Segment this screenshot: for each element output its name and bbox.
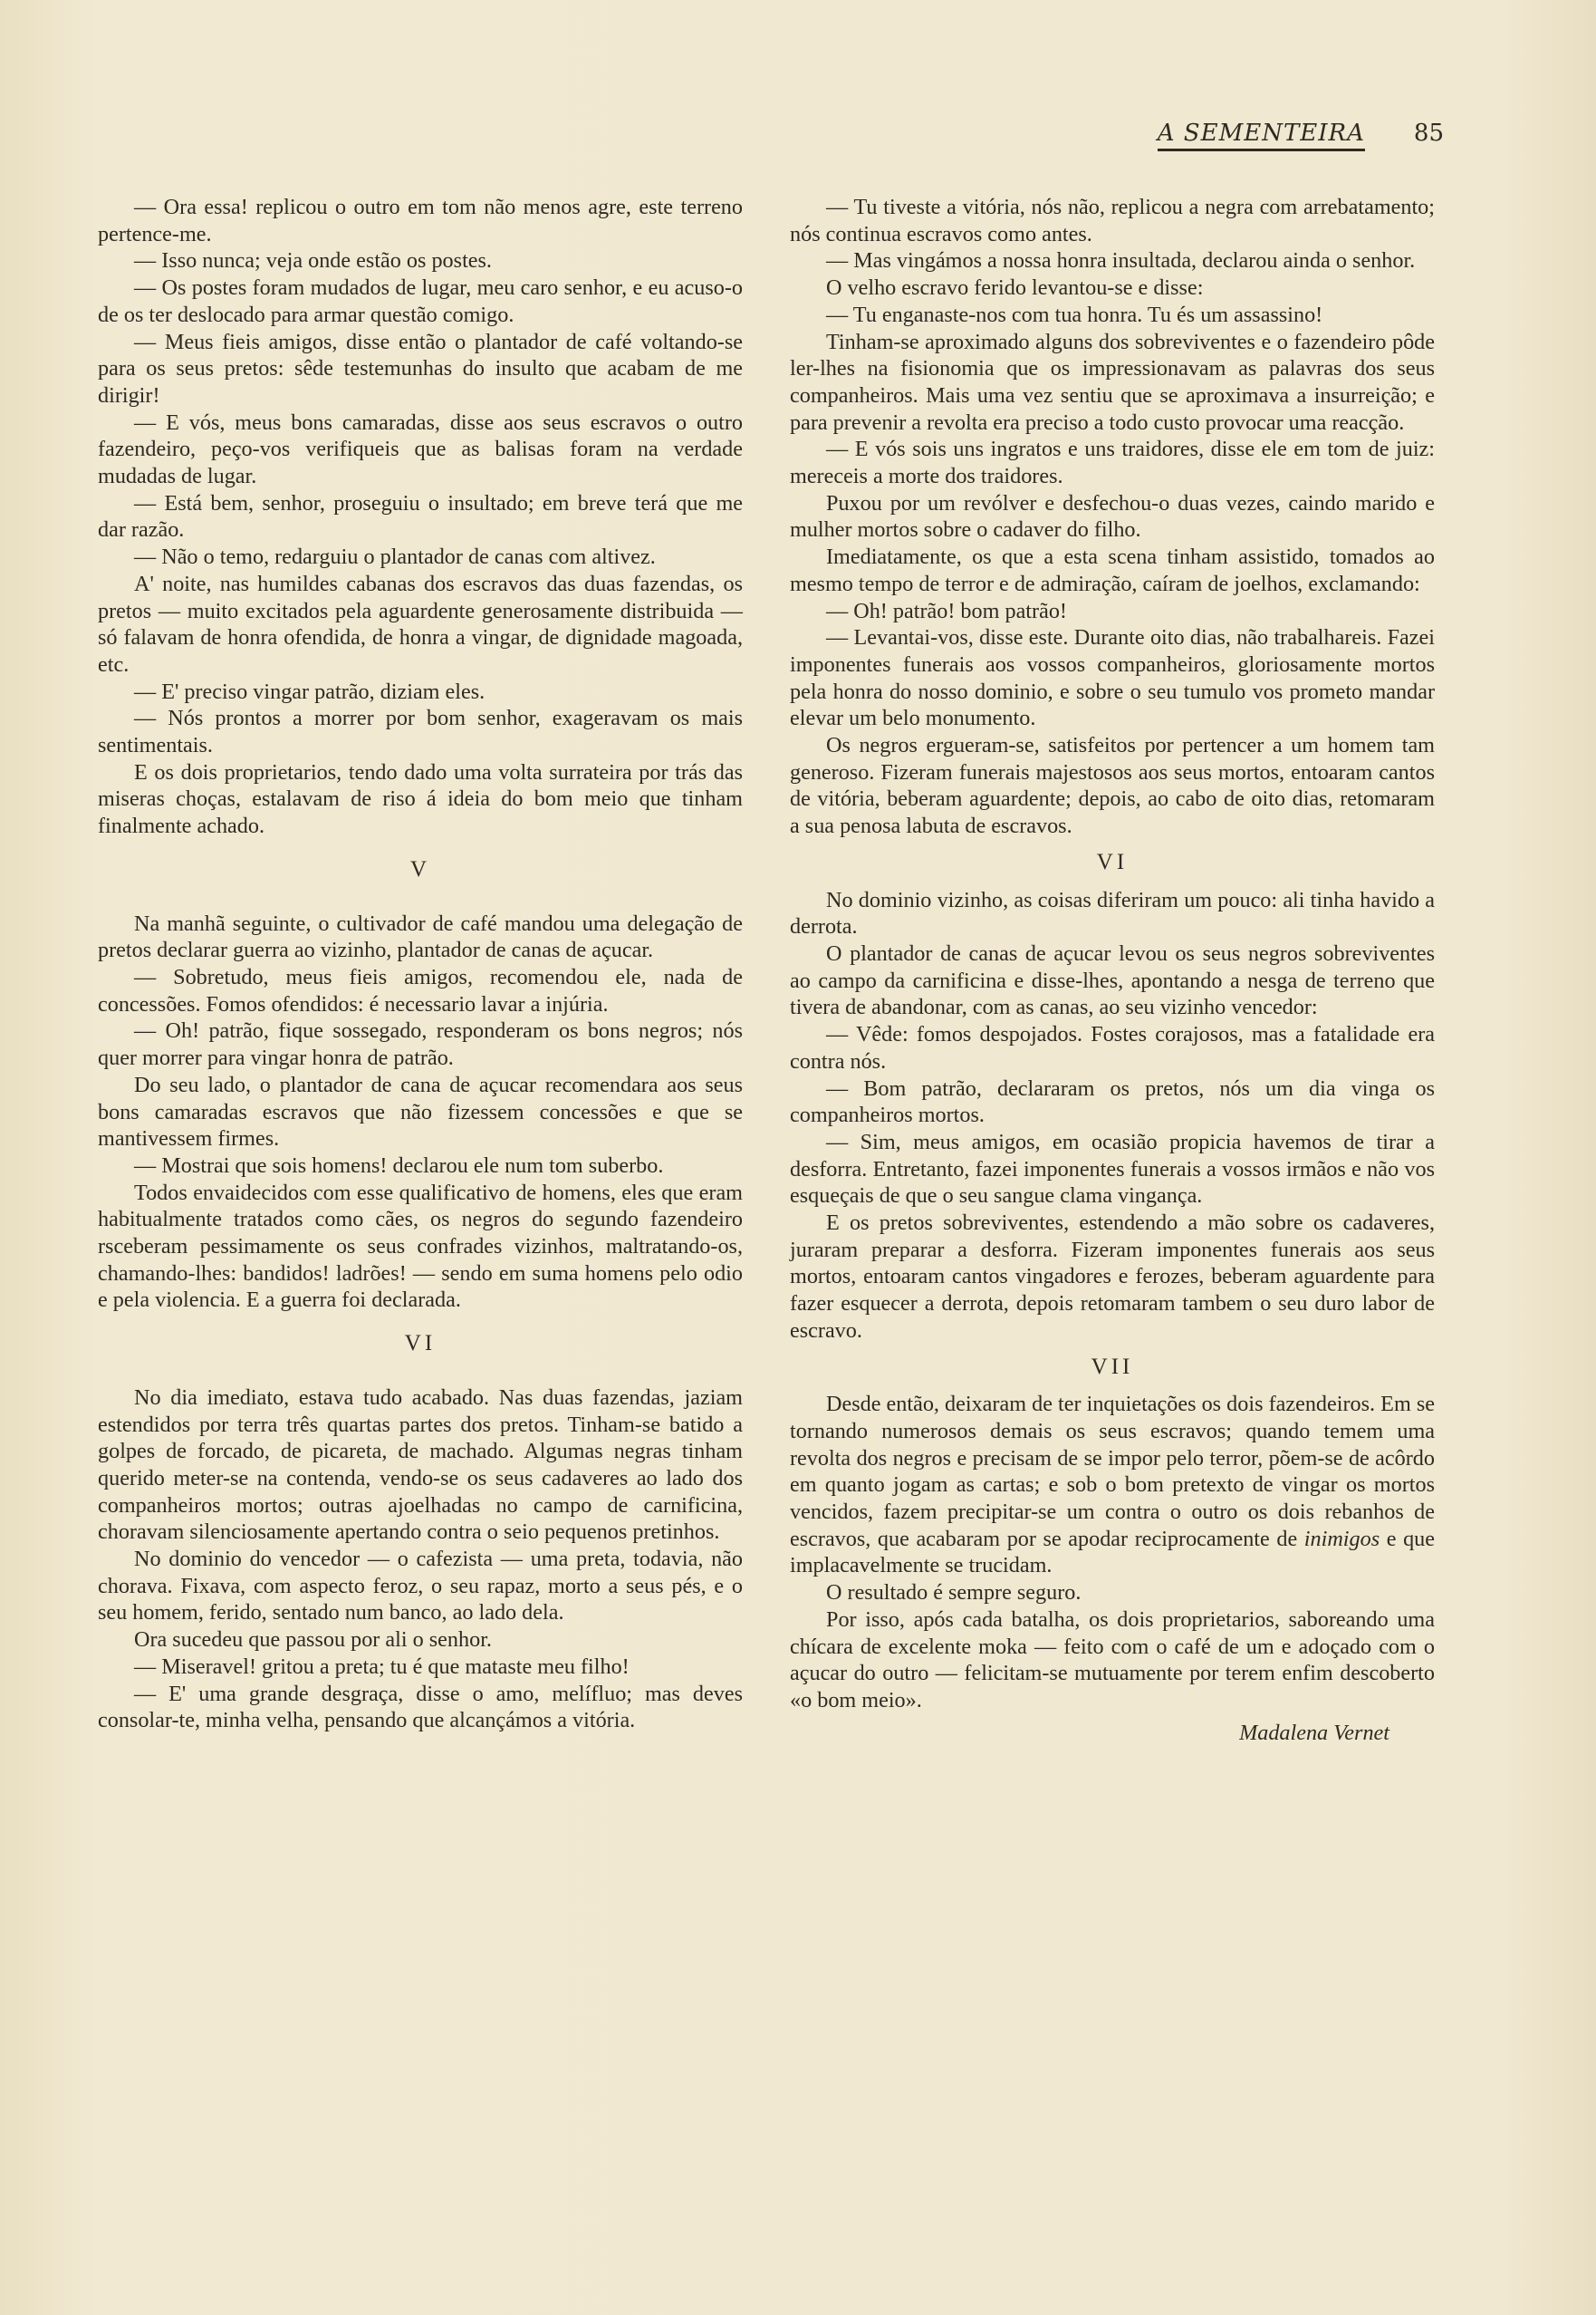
page-number: 85 — [1413, 120, 1444, 147]
paragraph: — Levantai-vos, disse este. Durante oito dias, não trabalhareis. Fazei imponentes funerais aos vossos companheiros, gloriosamente mortos pela honra do nosso dominio, e sobre o seu tumulo vos prometo mandar elevar um belo monumento. — [790, 625, 1435, 731]
paragraph: Por isso, após cada batalha, os dois proprietarios, saboreando uma chícara de excelente moka — feito com o café de um e adoçado com o açucar do outro — felicitam-se mutuamente por terem enfim descoberto «o bom meio». — [790, 1606, 1435, 1712]
paragraph: — Mostrai que sois homens! declarou ele num tom suberbo. — [134, 1153, 664, 1178]
paragraph: — Meus fieis amigos, disse então o plantador de café voltando-se para os seus pretos: sêde testemunhas do insulto que acabam de me dirigir! — [98, 329, 743, 408]
paragraph: No dominio vizinho, as coisas diferiram um pouco: ali tinha havido a derrota. — [790, 887, 1435, 940]
text-run: Desde então, deixaram de ter inquietações os dois fazendeiros. Em se tornando numerosos demais os seus escravos; quando temem uma revolta dos negros e precisam de se impor pelo terror, põem-se de acôrdo em quanto jogam as cartas; e sob o bom pretexto de vingar os mortos vencidos, fazem precipitar-se um contra o outro os dois rebanhos de escravos, que acabaram por se apodar reciprocamente de — [790, 1392, 1435, 1551]
paragraph — [790, 1391, 1435, 1579]
paragraph: Imediatamente, os que a esta scena tinham assistido, tomados ao mesmo tempo de terror e de admiração, caíram de joelhos, exclamando: — [790, 545, 1435, 596]
left-column — [98, 194, 743, 1734]
section-heading-vii: VII — [1091, 1354, 1134, 1379]
paragraph: — Nós prontos a morrer por bom senhor, exageravam os mais sentimentais. — [98, 706, 743, 758]
paragraph: — Vêde: fomos despojados. Fostes corajosos, mas a fatalidade era contra nós. — [790, 1022, 1435, 1074]
paragraph: — Oh! patrão, fique sossegado, responderam os bons negros; nós quer morrer para vingar honra de patrão. — [98, 1018, 743, 1071]
paragraph: — Miseravel! gritou a preta; tu é que mataste meu filho! — [134, 1654, 630, 1679]
paragraph: — Bom patrão, declararam os pretos, nós um dia vinga os companheiros mortos. — [790, 1076, 1435, 1128]
paragraph: — Tu enganaste-nos com tua honra. Tu és um assassino! — [826, 302, 1323, 327]
paragraph: — Ora essa! replicou o outro em tom não menos agre, este terreno pertence-me. — [98, 195, 743, 246]
text-run: e que implacavelmente se trucidam. — [790, 1526, 1435, 1578]
paragraph: O plantador de canas de açucar levou os seus negros sobreviventes ao campo da carnificina e disse-lhes, apontando a nesga de terreno que tivera de abandonar, com as canas, ao seu vizinho vencedor: — [790, 940, 1435, 1020]
paragraph: No dia imediato, estava tudo acabado. Nas duas fazendas, jaziam estendidos por terra três quartas partes dos pretos. Tinham-se batido a golpes de forcado, de picareta, de machado. Algumas negras tinham querido meter-se na contenda, vendo-se os seus cadaveres ao lado dos companheiros mortos; outras ajoelhadas no campo de carnificina, choravam silenciosamente apertando contra o seio pequenos pretinhos. — [98, 1384, 743, 1545]
paragraph: — Oh! patrão! bom patrão! — [826, 598, 1067, 623]
section-heading-v: V — [409, 856, 431, 882]
paragraph: Tinham-se aproximado alguns dos sobreviventes e o fazendeiro pôde ler-lhes na fisionomia que os impressionavam as palavras dos seus companheiros. Mais uma vez sentiu que se aproximava a insurreição; e para prevenir a revolta era preciso a todo custo provocar uma reacção. — [790, 329, 1435, 435]
paragraph: — Sobretudo, meus fieis amigos, recomendou ele, nada de concessões. Fomos ofendidos: é necessario lavar a injúria. — [98, 964, 743, 1017]
paragraph: E os pretos sobreviventes, estendendo a mão sobre os cadaveres, juraram preparar a desforra. Fizeram imponentes funerais aos seus mortos, entoaram cantos vingadores e ferozes, beberam aguardente para fazer esquecer a derrota, depois retomaram tambem o seu duro labor de escravo. — [790, 1211, 1435, 1343]
paragraph: Ora sucedeu que passou por ali o senhor. — [134, 1627, 492, 1653]
paragraph: — E' preciso vingar patrão, diziam eles. — [134, 679, 486, 704]
paragraph: — Está bem, senhor, proseguiu o insultado; em breve terá que me dar razão. — [98, 490, 743, 543]
section-heading-vi: VI — [1096, 849, 1129, 874]
paragraph: O resultado é sempre seguro. — [826, 1580, 1082, 1606]
paragraph: Do seu lado, o plantador de cana de açucar recomendara aos seus bons camaradas escravos que não fizessem concessões e que se mantivessem firmes. — [98, 1072, 743, 1152]
section-heading-vi: VI — [404, 1331, 437, 1356]
paragraph: No dominio do vencedor — o cafezista — uma preta, todavia, não chorava. Fixava, com aspecto feroz, o seu rapaz, morto a seus pés, e o seu homem, ferido, sentado num banco, ao lado dela. — [98, 1547, 743, 1625]
page-header — [1158, 120, 1444, 151]
paragraph: — Os postes foram mudados de lugar, meu caro senhor, e eu acuso-o de os ter deslocado para armar questão comigo. — [98, 275, 743, 327]
paragraph: O velho escravo ferido levantou-se e disse: — [826, 275, 1204, 301]
paragraph: — Sim, meus amigos, em ocasião propicia havemos de tirar a desforra. Entretanto, fazei imponentes funerais a vossos irmãos e não vos esqueçais de que o seu sangue clama vingança. — [790, 1129, 1435, 1209]
paragraph: Na manhã seguinte, o cultivador de café mandou uma delegação de pretos declarar guerra ao vizinho, plantador de canas de açucar. — [98, 911, 743, 963]
right-column — [790, 194, 1435, 1746]
paragraph: — E vós, meus bons camaradas, disse aos seus escravos o outro fazendeiro, peço-vos verifiqueis que as balisas foram na verdade mudadas de lugar. — [98, 410, 743, 489]
paragraph: — Isso nunca; veja onde estão os postes. — [134, 248, 492, 274]
emphasis-word: inimigos — [1303, 1526, 1380, 1551]
paragraph: Todos envaidecidos com esse qualificativo de homens, eles que eram habitualmente tratados como cães, os negros do segundo fazendeiro rsceberam pessimamente os seus confrades vizinhos, maltratando-os, chamando-lhes: bandidos! ladrões! — sendo em suma homens pelo odio e pela violencia. E a guerra foi declarada. — [98, 1180, 743, 1313]
paragraph: E os dois proprietarios, tendo dado uma volta surrateira por trás das miseras choças, estalavam de riso á ideia do bom meio que tinham finalmente achado. — [98, 759, 743, 839]
author-signature: Madalena Vernet — [1239, 1720, 1389, 1745]
paragraph: — E vós sois uns ingratos e uns traidores, disse ele em tom de juiz: mereceis a morte dos traidores. — [790, 437, 1435, 489]
paragraph: Puxou por um revólver e desfechou-o duas vezes, caindo marido e mulher mortos sobre o cadaver do filho. — [790, 490, 1435, 543]
paragraph: Os negros ergueram-se, satisfeitos por pertencer a um homem tam generoso. Fizeram funerais majestosos aos seus mortos, entoaram cantos de vitória, beberam aguardente; depois, ao cabo de oito dias, retomaram a sua penosa labuta de escravos. — [790, 733, 1435, 839]
journal-title: A SEMENTEIRA — [1158, 120, 1365, 151]
paragraph: — Mas vingámos a nossa honra insultada, declarou ainda o senhor. — [826, 248, 1416, 274]
paragraph: A' noite, nas humildes cabanas dos escravos das duas fazendas, os pretos — muito excitados pela aguardente generosamente distribuida — só falavam de honra ofendida, de honra a vingar, de dignidade magoada, etc. — [98, 571, 743, 677]
paragraph: — E' uma grande desgraça, disse o amo, melífluo; mas deves consolar-te, minha velha, pensando que alcançámos a vitória. — [98, 1681, 743, 1733]
paragraph: — Tu tiveste a vitória, nós não, replicou a negra com arrebatamento; nós continua escravos como antes. — [790, 195, 1435, 246]
paragraph: — Não o temo, redarguiu o plantador de canas com altivez. — [134, 545, 656, 570]
